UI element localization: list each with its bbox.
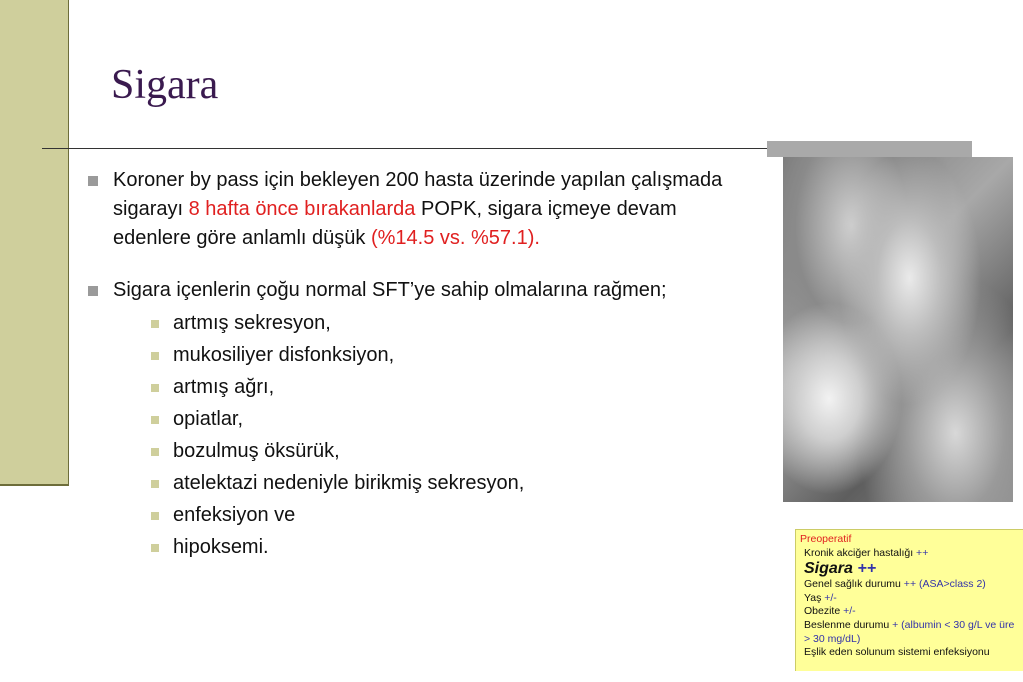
callout-line-infection: Eşlik eden solunum sistemi enfeksiyonu xyxy=(804,646,990,659)
callout-line-general-health xyxy=(800,578,1019,592)
sub-bullet-item xyxy=(113,467,728,499)
callout-value: ++ xyxy=(913,546,929,559)
sub-bullet-marker xyxy=(151,320,159,328)
callout-label: Obezite xyxy=(804,605,841,618)
bullet-smokers-text: Sigara içenlerin çoğu normal SFT’ye sahip olmalarına rağmen; xyxy=(113,279,667,301)
bullet-study-highlight-1: 8 hafta önce bırakanlarda xyxy=(188,198,416,220)
callout-line-age xyxy=(800,592,1019,606)
sub-bullet-text: enfeksiyon ve xyxy=(173,504,296,526)
callout-value: ++ (ASA>class 2) xyxy=(900,578,986,591)
callout-value: +/- xyxy=(840,605,856,618)
callout-line-nutrition xyxy=(800,619,1019,646)
callout-value: + (albumin < 30 g/L ve üre > 30 mg/dL) xyxy=(804,618,1015,645)
preoperative-risk-callout xyxy=(795,529,1023,671)
callout-label: Yaş xyxy=(804,591,822,604)
bullet-marker xyxy=(88,286,98,296)
callout-header: Preoperatif xyxy=(800,533,852,545)
sub-bullet-marker xyxy=(151,544,159,552)
left-accent-bar-edge xyxy=(0,484,69,486)
sub-bullet-text: mukosiliyer disfonksiyon, xyxy=(173,344,395,366)
sub-bullet-item xyxy=(113,307,728,339)
sub-bullet-text: opiatlar, xyxy=(173,408,244,430)
sub-bullet-text: bozulmuş öksürük, xyxy=(173,440,340,462)
callout-value: ++ xyxy=(852,560,877,578)
callout-line-smoking xyxy=(800,560,1019,578)
sub-bullet-marker xyxy=(151,416,159,424)
sub-bullet-marker xyxy=(151,352,159,360)
bullet-study-text-2: POPK, sigara içmeye devam edenlere göre anlamlı düşük xyxy=(113,198,677,249)
callout-label: Kronik akciğer hastalığı xyxy=(804,546,914,559)
sub-bullet-marker xyxy=(151,512,159,520)
bullet-study-text-1: Koroner by pass için bekleyen 200 hasta üzerinde yapılan çalışmada sigarayı xyxy=(113,169,723,220)
callout-label: Genel sağlık durumu xyxy=(804,578,901,591)
left-accent-bar xyxy=(0,0,69,484)
sub-bullet-item xyxy=(113,531,728,563)
callout-line-chronic-lung xyxy=(800,547,1019,561)
callout-value: +/- xyxy=(821,591,837,604)
slide-title: Sigara xyxy=(111,62,219,108)
bullet-study-highlight-2: (%14.5 vs. %57.1). xyxy=(370,227,540,249)
sub-bullet-item xyxy=(113,371,728,403)
sub-bullet-text: artmış sekresyon, xyxy=(173,312,331,334)
callout-label: Sigara xyxy=(804,560,853,578)
sub-bullet-text: hipoksemi. xyxy=(173,536,269,558)
callout-line-obesity xyxy=(800,605,1019,619)
sub-bullet-marker xyxy=(151,384,159,392)
sub-bullet-marker xyxy=(151,480,159,488)
sub-bullet-marker xyxy=(151,448,159,456)
bullet-study xyxy=(88,166,728,253)
bullet-smokers xyxy=(88,276,728,563)
sub-bullet-text: atelektazi nedeniyle birikmiş sekresyon, xyxy=(173,472,525,494)
microscopy-photo xyxy=(783,157,1013,502)
sub-bullet-text: artmış ağrı, xyxy=(173,376,275,398)
sub-bullet-item xyxy=(113,339,728,371)
sub-bullet-item xyxy=(113,499,728,531)
sub-bullet-item xyxy=(113,403,728,435)
sub-bullet-item xyxy=(113,435,728,467)
sub-bullet-list xyxy=(113,307,728,563)
slide-content xyxy=(88,166,728,586)
bullet-marker xyxy=(88,176,98,186)
callout-label: Beslenme durumu xyxy=(804,618,890,631)
photo-top-bar xyxy=(767,141,972,157)
